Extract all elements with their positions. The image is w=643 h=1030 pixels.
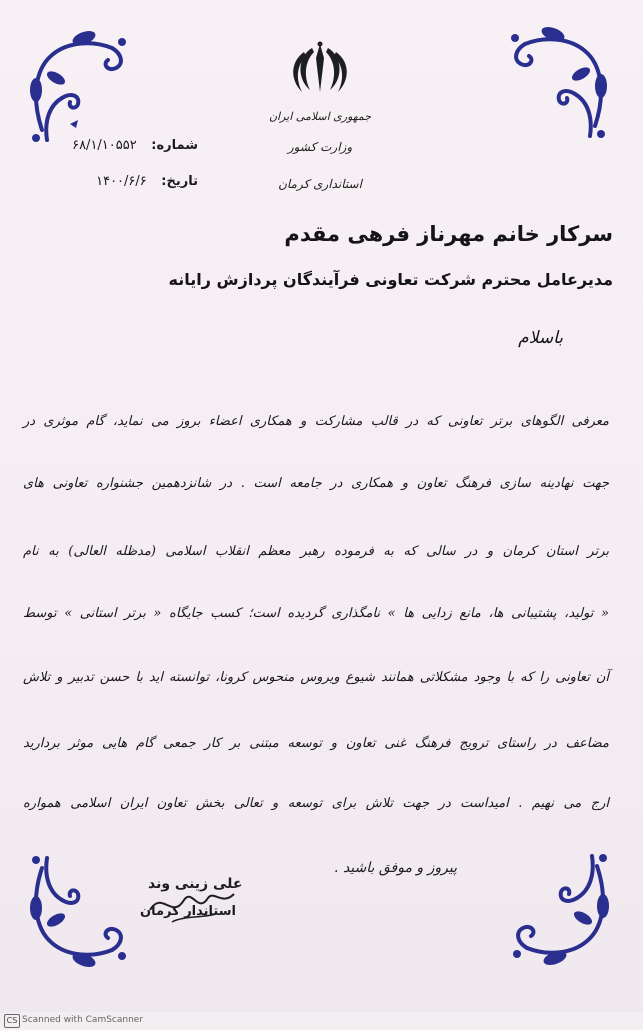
- signatory-title: استاندار کرمان: [140, 904, 236, 919]
- header-country: جمهوری اسلامی ایران: [268, 110, 372, 123]
- number-value: ۶۸/۱/۱۰۵۵۲: [72, 138, 137, 153]
- header-governorate: استانداری کرمان: [278, 177, 362, 191]
- body-line: ارج می نهیم . امیداست در جهت تلاش برای توسعه و تعالی بخش تعاون ایران اسلامی همواره: [23, 796, 609, 811]
- corner-ornament-icon: [22, 848, 142, 978]
- date-label: تاریخ:: [161, 174, 198, 189]
- corner-ornament-icon: [22, 20, 142, 150]
- scanner-watermark-text: Scanned with CamScanner: [22, 1015, 144, 1025]
- camscanner-logo-icon: CS: [4, 1014, 20, 1028]
- body-line: « تولید، پشتیبانی ها، مانع زدایی ها » نامگذاری گردیده است؛ کسب جایگاه « برتر استانی » توسط: [23, 606, 609, 621]
- greeting: باسلام: [518, 328, 563, 348]
- corner-ornament-icon: [495, 16, 615, 146]
- body-line: برتر استان کرمان و در سالی که به فرموده رهبر معظم انقلاب اسلامی (مدظله العالی) به نام: [23, 544, 609, 559]
- letter-number: [72, 138, 198, 153]
- body-line: معرفی الگوهای برتر تعاونی که در قالب مشارکت و همکاری اعضاء بروز می نماید، گام موثری در: [23, 414, 609, 429]
- number-label: شماره:: [151, 138, 198, 153]
- recipient-name: سرکار خانم مهرناز فرهی مقدم: [284, 222, 613, 246]
- body-line: جهت نهادینه سازی فرهنگ تعاون و همکاری در جامعه است . در شانزدهمین جشنواره تعاونی های: [23, 476, 609, 491]
- body-line: آن تعاونی را که با وجود مشکلاتی همانند شیوع ویروس منحوس کرونا، توانسته اید با حسن تدبیر و تلاش: [23, 670, 609, 685]
- corner-ornament-icon: [497, 846, 617, 976]
- letter-date: [72, 174, 198, 189]
- iran-emblem-icon: [286, 40, 354, 98]
- recipient-position: مدیرعامل محترم شرکت تعاونی فرآیندگان پردازش رایانه: [168, 270, 613, 289]
- header-ministry: وزارت کشور: [287, 140, 353, 154]
- date-value: ۱۴۰۰/۶/۶: [96, 174, 147, 189]
- signatory-name: علی زینی وند: [148, 876, 243, 892]
- scanner-footer: [0, 1012, 643, 1030]
- handwritten-signature: [142, 870, 242, 930]
- body-line: مضاعف در راستای ترویج فرهنگ غنی تعاون و توسعه مبتنی بر کار جمعی گام هایی موثر بردارید: [23, 736, 609, 751]
- closing-line: پیروز و موفق باشید .: [334, 860, 457, 876]
